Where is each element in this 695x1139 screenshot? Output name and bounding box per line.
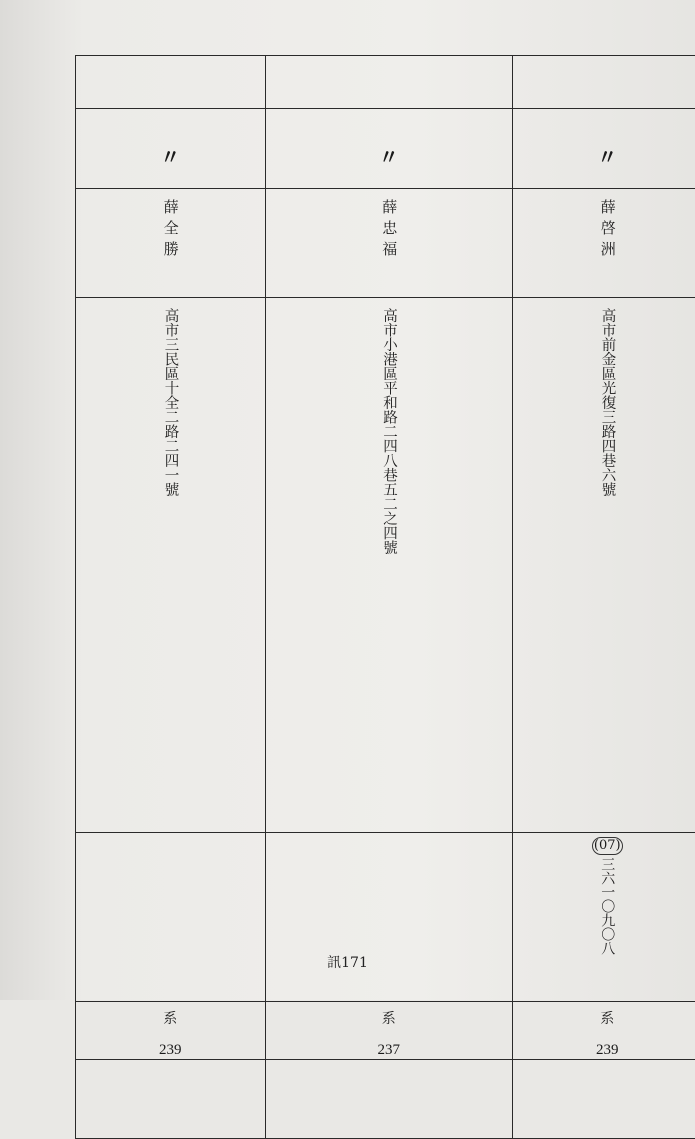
generation-cell	[265, 1002, 513, 1060]
generation-marker: 系	[163, 1008, 177, 1028]
generation-page: 239	[159, 1042, 182, 1059]
name-cell	[76, 189, 266, 298]
row-name	[76, 189, 695, 298]
row-biography	[76, 1060, 695, 1139]
phone-group	[76, 833, 265, 837]
region-text: 〃	[266, 141, 513, 170]
biography-group	[513, 1060, 695, 1070]
biography-group	[266, 1060, 513, 1070]
generation-marker: 系	[600, 1008, 614, 1028]
row-region	[76, 109, 695, 189]
phone-cell	[513, 833, 695, 1002]
address-cell	[513, 298, 695, 833]
order-cell	[76, 56, 266, 109]
region-text: 〃	[513, 141, 695, 170]
member-name: 薛忠福	[381, 189, 396, 262]
region-cell	[513, 109, 695, 189]
row-address	[76, 298, 695, 833]
address-cell	[265, 298, 513, 833]
phone-group	[513, 833, 695, 955]
page-number: 訊171	[0, 952, 695, 972]
member-name: 薛啓洲	[600, 189, 615, 262]
biography-cell	[513, 1060, 695, 1139]
address-cell	[76, 298, 266, 833]
generation-cell	[76, 1002, 266, 1060]
generation-page: 237	[378, 1042, 401, 1059]
generation-marker: 系	[382, 1008, 396, 1028]
generation-page: 239	[596, 1042, 619, 1059]
row-phone	[76, 833, 695, 1002]
member-register-table	[75, 55, 695, 1139]
row-generation	[76, 1002, 695, 1060]
biography-group	[76, 1060, 265, 1070]
region-text: 〃	[76, 141, 265, 170]
name-cell	[513, 189, 695, 298]
name-cell	[265, 189, 513, 298]
biography-cell	[76, 1060, 266, 1139]
order-cell	[265, 56, 513, 109]
order-cell	[513, 56, 695, 109]
phone-cell	[265, 833, 513, 1002]
generation-cell	[513, 1002, 695, 1060]
member-address: 高市前金區光復三路四巷六號	[600, 298, 615, 497]
phone-cell	[76, 833, 266, 1002]
generation-group	[76, 1002, 265, 1059]
generation-group	[266, 1002, 513, 1059]
region-cell	[265, 109, 513, 189]
row-order	[76, 56, 695, 109]
region-cell	[76, 109, 266, 189]
member-name: 薛全勝	[163, 189, 178, 262]
member-address: 高市三民區十全二路二四一號	[163, 298, 178, 497]
phone-area-code: (07)	[592, 837, 623, 855]
biography-cell	[265, 1060, 513, 1139]
member-address: 高市小港區平和路二四八巷五二之四號	[382, 298, 397, 555]
phone-group	[266, 833, 513, 837]
phone-number: 三六一〇九〇八	[600, 857, 614, 955]
generation-group	[513, 1002, 695, 1059]
